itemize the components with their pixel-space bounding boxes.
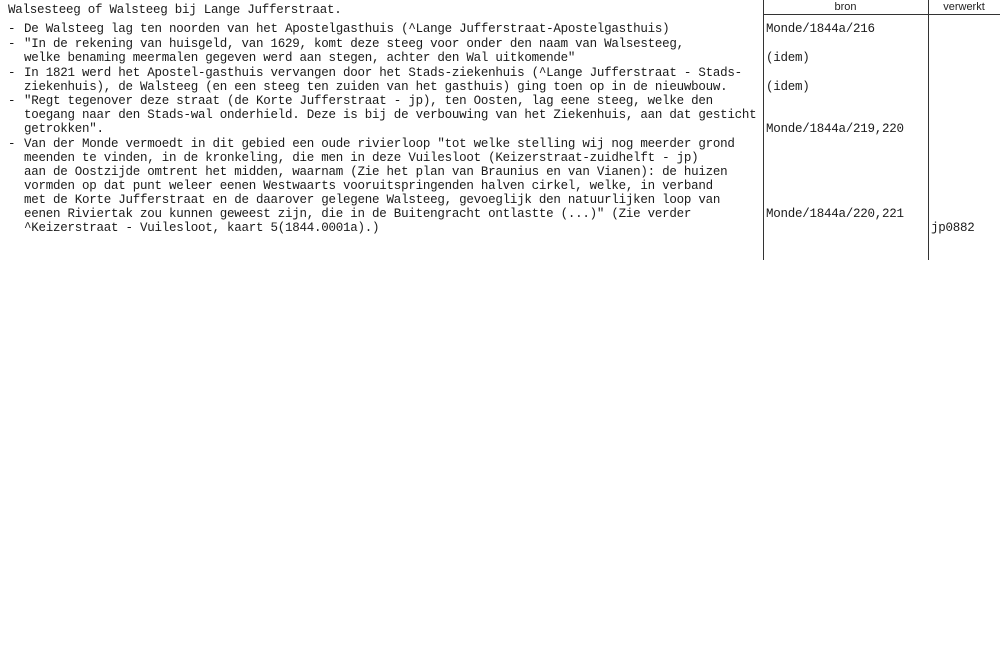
entry-line: "In de rekening van huisgeld, van 1629, komt deze steeg voor onder den naam van Walsesteeg, <box>24 37 684 51</box>
column-header-verwerkt: verwerkt <box>943 1 985 13</box>
entry-bullet: - <box>8 94 16 108</box>
column-divider-bron <box>763 0 764 260</box>
entry-line: ziekenhuis), de Walsteeg (en een steeg ten zuiden van het gasthuis) ging toen op in de nieuwbouw. <box>24 80 728 94</box>
entry-bullet: - <box>8 22 16 36</box>
column-header-bron: bron <box>834 1 857 13</box>
header-underline <box>763 14 1000 15</box>
source-ref: (idem) <box>766 51 810 65</box>
verwerkt-ref: jp0882 <box>931 221 975 235</box>
source-ref: (idem) <box>766 80 810 94</box>
entry-line: eenen Riviertak zou kunnen geweest zijn, die in de Buitengracht ontlastte (...)" (Zie verder <box>24 207 692 221</box>
entry-line: met de Korte Jufferstraat en de daarover gelegene Walsteeg, gevoeglijk den natuurlijken loop van <box>24 193 721 207</box>
entry-line: vormden op dat punt weleer eenen Westwaarts vooruitspringenden halven cirkel, welke, in verband <box>24 179 713 193</box>
entry-line: In 1821 werd het Apostel-gasthuis vervangen door het Stads-ziekenhuis (^Lange Jufferstraat - Stads- <box>24 66 742 80</box>
entry-line: welke benaming meermalen gegeven werd aan stegen, achter den Wal uitkomende" <box>24 51 576 65</box>
entry-bullet: - <box>8 37 16 51</box>
entry-line: getrokken". <box>24 122 104 136</box>
entry-line: ^Keizerstraat - Vuilesloot, kaart 5(1844.0001a).) <box>24 221 380 235</box>
column-divider-verwerkt <box>928 0 929 260</box>
entry-line: De Walsteeg lag ten noorden van het Apostelgasthuis (^Lange Jufferstraat-Apostelgasthuis) <box>24 22 670 36</box>
entry-bullet: - <box>8 66 16 80</box>
source-ref: Monde/1844a/216 <box>766 22 875 36</box>
entry-line: meenden te vinden, in de kronkeling, die men in deze Vuilesloot (Keizerstraat-zuidhelft - jp) <box>24 151 699 165</box>
source-ref: Monde/1844a/219,220 <box>766 122 904 136</box>
source-ref: Monde/1844a/220,221 <box>766 207 904 221</box>
entry-bullet: - <box>8 137 16 151</box>
entry-line: toegang naar den Stads-wal onderhield. Deze is bij de verbouwing van het Ziekenhuis, aan dat gesticht <box>24 108 757 122</box>
entry-line: aan de Oostzijde omtrent het midden, waarnam (Zie het plan van Braunius en van Vianen): de huizen <box>24 165 728 179</box>
entry-line: Van der Monde vermoedt in dit gebied een oude rivierloop "tot welke stelling wij nog meerder grond <box>24 137 735 151</box>
page-title: Walsesteeg of Walsteeg bij Lange Jufferstraat. <box>8 3 342 17</box>
entry-line: "Regt tegenover deze straat (de Korte Jufferstraat - jp), ten Oosten, lag eene steeg, welke den <box>24 94 713 108</box>
